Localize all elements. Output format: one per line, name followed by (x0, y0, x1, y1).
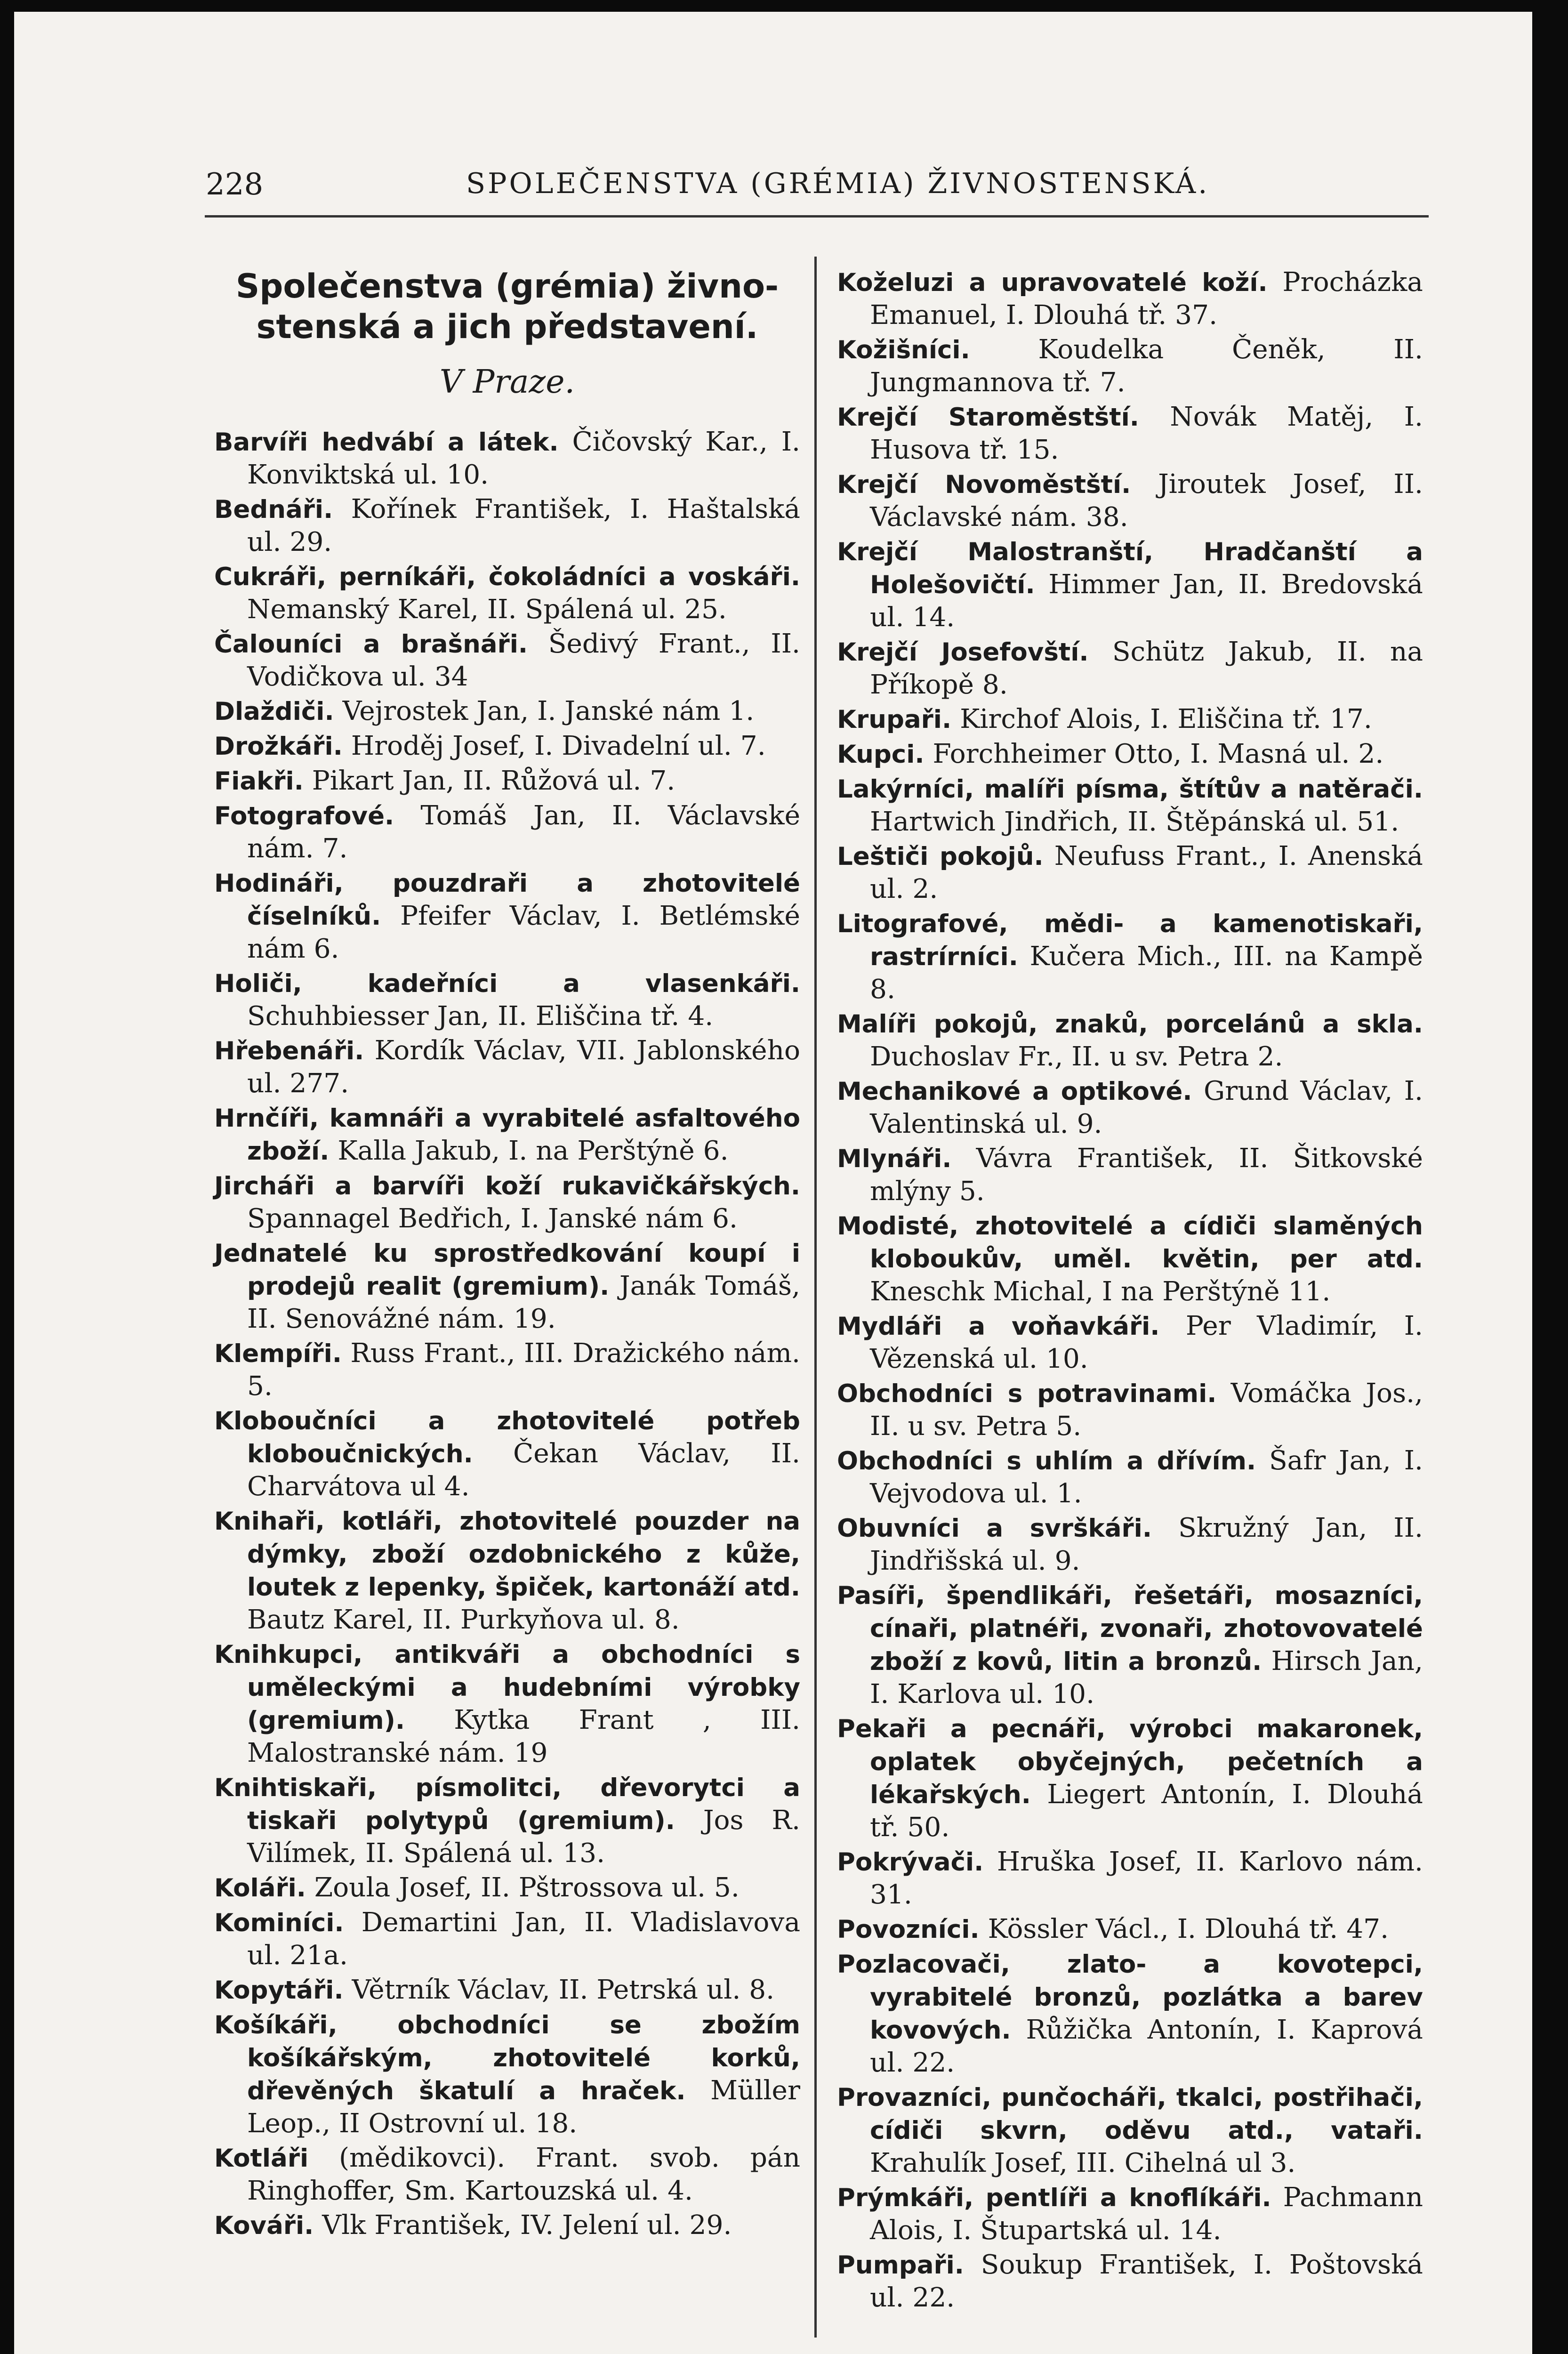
section-title-line-2: stenská a jich představení. (256, 307, 758, 346)
directory-entry (214, 1906, 800, 1972)
trade-name: Krejčí Malostranští, Hradčanští a Holešovičtí. (837, 538, 1423, 599)
directory-entry (837, 636, 1423, 701)
trade-name: Mydláři a voňavkáři. (837, 1312, 1160, 1341)
directory-entry (214, 426, 800, 491)
trade-name: Kožišníci. (837, 336, 970, 364)
trade-name: Provazníci, punčocháři, tkalci, postřihači, cídiči skvrn, oděvu atd., vataři. (837, 2083, 1423, 2145)
representative-address: Jiroutek Josef, II. Václavské nám. 38. (870, 469, 1423, 532)
trade-name: Kupci. (837, 740, 925, 769)
trade-name: Cukráři, perníkáři, čokoládníci a voskáři. (214, 563, 800, 591)
trade-name: Pozlacovači, zlato- a kovotepci, vyrabitelé bronzů, pozlátka a barev kovových. (837, 1950, 1423, 2045)
directory-entry (837, 1377, 1423, 1443)
representative-address: Kučera Mich., III. na Kampě 8. (870, 941, 1423, 1005)
representative-address: Čekan Václav, II. Charvátova ul 4. (247, 1438, 800, 1502)
trade-name: Pokrývači. (837, 1848, 984, 1877)
directory-entry (837, 1512, 1423, 1577)
directory-entry (837, 468, 1423, 533)
directory-entry (214, 1034, 800, 1100)
representative-address: Vlk František, IV. Jelení ul. 29. (322, 2210, 732, 2241)
directory-entry (837, 1579, 1423, 1710)
directory-entry (837, 2249, 1423, 2314)
directory-entry (214, 730, 800, 763)
left-column (214, 266, 800, 2244)
representative-address: Čičovský Kar., I. Konviktská ul. 10. (247, 427, 800, 490)
header-rule (205, 215, 1429, 218)
directory-entry (837, 1913, 1423, 1946)
directory-entry (214, 1237, 800, 1335)
trade-name: Holiči, kadeřníci a vlasenkáři. (214, 969, 800, 998)
representative-address: Müller Leop., II Ostrovní ul. 18. (247, 2075, 800, 2139)
directory-entry (837, 1075, 1423, 1140)
running-head: SPOLEČENSTVA (GRÉMIA) ŽIVNOSTENSKÁ. (466, 167, 1210, 200)
directory-entry (837, 703, 1423, 736)
directory-entry (214, 1771, 800, 1870)
representative-address: Hirsch Jan, I. Karlova ul. 10. (870, 1646, 1423, 1709)
trade-name: Modisté, zhotovitelé a cídiči slaměných kloboukův, uměl. květin, per atd. (837, 1212, 1423, 1274)
directory-entry (837, 907, 1423, 1006)
representative-address: Novák Matěj, I. Husova tř. 15. (870, 402, 1423, 465)
representative-address: Kirchof Alois, I. Eliščina tř. 17. (960, 704, 1372, 734)
trade-name: Knihtiskaři, písmolitci, dřevorytci a tiskaři polytypů (gremium). (214, 1774, 800, 1835)
representative-address: Forchheimer Otto, I. Masná ul. 2. (933, 739, 1384, 769)
trade-name: Hrnčíři, kamnáři a vyrabitelé asfaltového zboží. (214, 1104, 800, 1166)
representative-address: Kneschk Michal, I na Perštýně 11. (870, 1276, 1331, 1307)
directory-entry (214, 493, 800, 558)
representative-address: Demartini Jan, II. Vladislavova ul. 21a. (247, 1907, 801, 1971)
book-page (14, 12, 1532, 2354)
representative-address: Krahulík Josef, III. Cihelná ul 3. (870, 2148, 1296, 2178)
representative-address: Schuhbiesser Jan, II. Eliščina tř. 4. (247, 1001, 714, 1032)
trade-name: Jednatelé ku sprostředkování koupí i prodejů realit (gremium). (214, 1239, 800, 1301)
right-column (837, 266, 1423, 2316)
trade-name: Obuvníci a svrškáři. (837, 1514, 1152, 1543)
representative-address: Pachmann Alois, I. Štupartská ul. 14. (870, 2182, 1423, 2246)
section-title (214, 266, 800, 347)
representative-address: (mědikovci). Frant. svob. pán Ringhoffer, Sm. Kartouzská ul. 4. (247, 2143, 800, 2206)
trade-name: Koláři. (214, 1874, 306, 1903)
trade-name: Knihaři, kotláři, zhotovitelé pouzder na dýmky, zboží ozdobnického z kůže, loutek z lepenky, špiček, kartonáží atd. (214, 1507, 800, 1602)
directory-entry (214, 765, 800, 798)
representative-address: Růžička Antonín, I. Kaprová ul. 22. (870, 2015, 1423, 2078)
directory-entry (214, 1169, 800, 1235)
directory-entry (837, 535, 1423, 634)
trade-name: Košíkáři, obchodníci se zbožím košíkářským, zhotovitelé korků, dřevěných škatulí a hraček. (214, 2011, 800, 2105)
directory-entry (837, 1444, 1423, 1510)
representative-address: Duchoslav Fr., II. u sv. Petra 2. (870, 1041, 1283, 1072)
trade-name: Drožkáři. (214, 732, 343, 761)
trade-name: Knihkupci, antikváři a obchodníci s uměleckými a hudebními výrobky (gremium). (214, 1640, 800, 1735)
directory-entry (837, 1310, 1423, 1375)
directory-entry (837, 738, 1423, 771)
representative-address: Bautz Karel, II. Purkyňova ul. 8. (247, 1604, 680, 1635)
trade-name: Krupaři. (837, 705, 952, 734)
directory-entry (214, 1871, 800, 1904)
directory-entry (214, 695, 800, 728)
trade-name: Povozníci. (837, 1915, 980, 1944)
representative-address: Pfeifer Václav, I. Betlémské nám 6. (247, 901, 800, 964)
directory-entry (837, 1712, 1423, 1844)
representative-address: Hruška Josef, II. Karlovo nám. 31. (870, 1846, 1423, 1910)
directory-entry (837, 1948, 1423, 2079)
representative-address: Vomáčka Jos., II. u sv. Petra 5. (870, 1378, 1423, 1442)
directory-entry (214, 2209, 800, 2242)
representative-address: Schütz Jakub, II. na Příkopě 8. (870, 637, 1423, 700)
trade-name: Čalouníci a brašnáři. (214, 630, 528, 659)
directory-entry (214, 967, 800, 1032)
representative-address: Hroděj Josef, I. Divadelní ul. 7. (351, 731, 766, 761)
directory-entry (837, 773, 1423, 838)
representative-address: Vejrostek Jan, I. Janské nám 1. (342, 696, 755, 726)
directory-entry (214, 799, 800, 865)
trade-name: Hřebenáři. (214, 1037, 364, 1065)
trade-name: Obchodníci s uhlím a dřívím. (837, 1447, 1256, 1475)
trade-name: Klempíři. (214, 1339, 342, 1368)
representative-address: Koudelka Čeněk, II. Jungmannova tř. 7. (870, 334, 1423, 398)
representative-address: Liegert Antonín, I. Dlouhá tř. 50. (870, 1779, 1423, 1843)
representative-address: Nemanský Karel, II. Spálená ul. 25. (247, 594, 727, 625)
directory-entry (837, 266, 1423, 331)
representative-address: Kordík Václav, VII. Jablonského ul. 277. (247, 1035, 800, 1099)
representative-address: Tomáš Jan, II. Václavské nám. 7. (247, 800, 801, 864)
representative-address: Pikart Jan, II. Růžová ul. 7. (312, 766, 675, 796)
left-entry-list (214, 426, 800, 2242)
representative-address: Skružný Jan, II. Jindřišská ul. 9. (870, 1513, 1423, 1576)
directory-entry (837, 401, 1423, 466)
representative-address: Zoula Josef, II. Pštrossova ul. 5. (314, 1872, 740, 1903)
directory-entry (837, 1209, 1423, 1308)
trade-name: Pumpaři. (837, 2251, 964, 2280)
trade-name: Pekaři a pecnáři, výrobci makaronek, oplatek obyčejných, pečetních a lékařských. (837, 1715, 1423, 1809)
page-number: 228 (206, 167, 264, 202)
trade-name: Kopytáři. (214, 1976, 344, 2005)
trade-name: Fiakři. (214, 767, 304, 796)
trade-name: Litografové, mědi- a kamenotiskaři, rastrírníci. (837, 910, 1423, 971)
directory-entry (837, 840, 1423, 905)
representative-address: Russ Frant., III. Dražického nám. 5. (247, 1338, 800, 1402)
directory-entry (837, 1846, 1423, 1911)
representative-address: Hartwich Jindřich, II. Štěpánská ul. 51. (870, 806, 1399, 837)
directory-entry (214, 1404, 800, 1503)
trade-name: Prýmkáři, pentlíři a knoflíkáři. (837, 2184, 1271, 2212)
directory-entry (837, 1008, 1423, 1073)
representative-address: Per Vladimír, I. Vězenská ul. 10. (870, 1311, 1423, 1374)
trade-name: Mlynáři. (837, 1145, 952, 1173)
representative-address: Kořínek František, I. Haštalská ul. 29. (247, 494, 800, 557)
trade-name: Malíři pokojů, znaků, porcelánů a skla. (837, 1010, 1423, 1039)
representative-address: Soukup František, I. Poštovská ul. 22. (870, 2249, 1423, 2313)
trade-name: Koželuzi a upravovatelé koží. (837, 268, 1268, 297)
place-heading: V Praze. (439, 363, 575, 401)
trade-name: Jircháři a barvíři koží rukavičkářských. (214, 1172, 800, 1201)
trade-name: Kominíci. (214, 1909, 344, 1937)
representative-address: Šafr Jan, I. Vejvodova ul. 1. (870, 1445, 1423, 1509)
trade-name: Leštiči pokojů. (837, 842, 1044, 871)
directory-entry (837, 2181, 1423, 2247)
trade-name: Obchodníci s potravinami. (837, 1379, 1217, 1408)
trade-name: Lakýrníci, malíři písma, štítův a natěrači. (837, 775, 1423, 804)
representative-address: Procházka Emanuel, I. Dlouhá tř. 37. (870, 267, 1423, 331)
representative-address: Šedivý Frant., II. Vodičkova ul. 34 (247, 629, 800, 692)
directory-entry (214, 867, 800, 965)
trade-name: Pasíři, špendlikáři, řešetáři, mosazníci, cínaři, platnéři, zvonaři, zhotovovatelé zboží z kovů, litin a bronzů. (837, 1581, 1423, 1676)
representative-address: Grund Václav, I. Valentinská ul. 9. (870, 1076, 1423, 1139)
trade-name: Kováři. (214, 2211, 314, 2240)
trade-name: Mechanikové a optikové. (837, 1077, 1192, 1106)
directory-entry (214, 1638, 800, 1769)
representative-address: Kytka Frant , III. Malostranské nám. 19 (247, 1705, 800, 1768)
directory-entry (837, 333, 1423, 399)
trade-name: Dlaždiči. (214, 697, 334, 726)
representative-address: Neufuss Frant., I. Anenská ul. 2. (870, 841, 1423, 904)
representative-address: Vávra František, II. Šitkovské mlýny 5. (870, 1143, 1423, 1207)
directory-entry (214, 1102, 800, 1168)
trade-name: Krejčí Staroměstští. (837, 403, 1139, 432)
right-entry-list (837, 266, 1423, 2314)
trade-name: Kotláři (214, 2144, 309, 2173)
trade-name: Krejčí Novoměstští. (837, 470, 1131, 499)
representative-address: Kössler Václ., I. Dlouhá tř. 47. (988, 1914, 1389, 1944)
representative-address: Kalla Jakub, I. na Perštýně 6. (338, 1136, 729, 1166)
trade-name: Hodináři, pouzdraři a zhotovitelé číselníků. (214, 869, 800, 931)
trade-name: Krejčí Josefovští. (837, 638, 1089, 667)
representative-address: Himmer Jan, II. Bredovská ul. 14. (870, 569, 1423, 633)
representative-address: Janák Tomáš, II. Senovážné nám. 19. (247, 1271, 800, 1334)
directory-entry (214, 1337, 800, 1403)
directory-entry (214, 628, 800, 693)
representative-address: Spannagel Bedřich, I. Janské nám 6. (247, 1203, 738, 1234)
representative-address: Jos R. Vilímek, II. Spálená ul. 13. (247, 1805, 800, 1869)
section-title-line-1: Společenstva (grémia) živno- (235, 267, 779, 306)
trade-name: Fotografové. (214, 802, 394, 830)
directory-entry (214, 1974, 800, 2007)
directory-entry (214, 1505, 800, 1636)
directory-entry (837, 1142, 1423, 1208)
directory-entry (214, 2008, 800, 2140)
directory-entry (214, 560, 800, 626)
trade-name: Kloboučníci a zhotovitelé potřeb kloboučnických. (214, 1407, 800, 1468)
trade-name: Bednáři. (214, 495, 333, 524)
directory-entry (214, 2142, 800, 2207)
column-divider (814, 257, 817, 2338)
trade-name: Barvíři hedvábí a látek. (214, 428, 559, 457)
directory-entry (837, 2081, 1423, 2179)
representative-address: Větrník Václav, II. Petrská ul. 8. (352, 1975, 775, 2005)
